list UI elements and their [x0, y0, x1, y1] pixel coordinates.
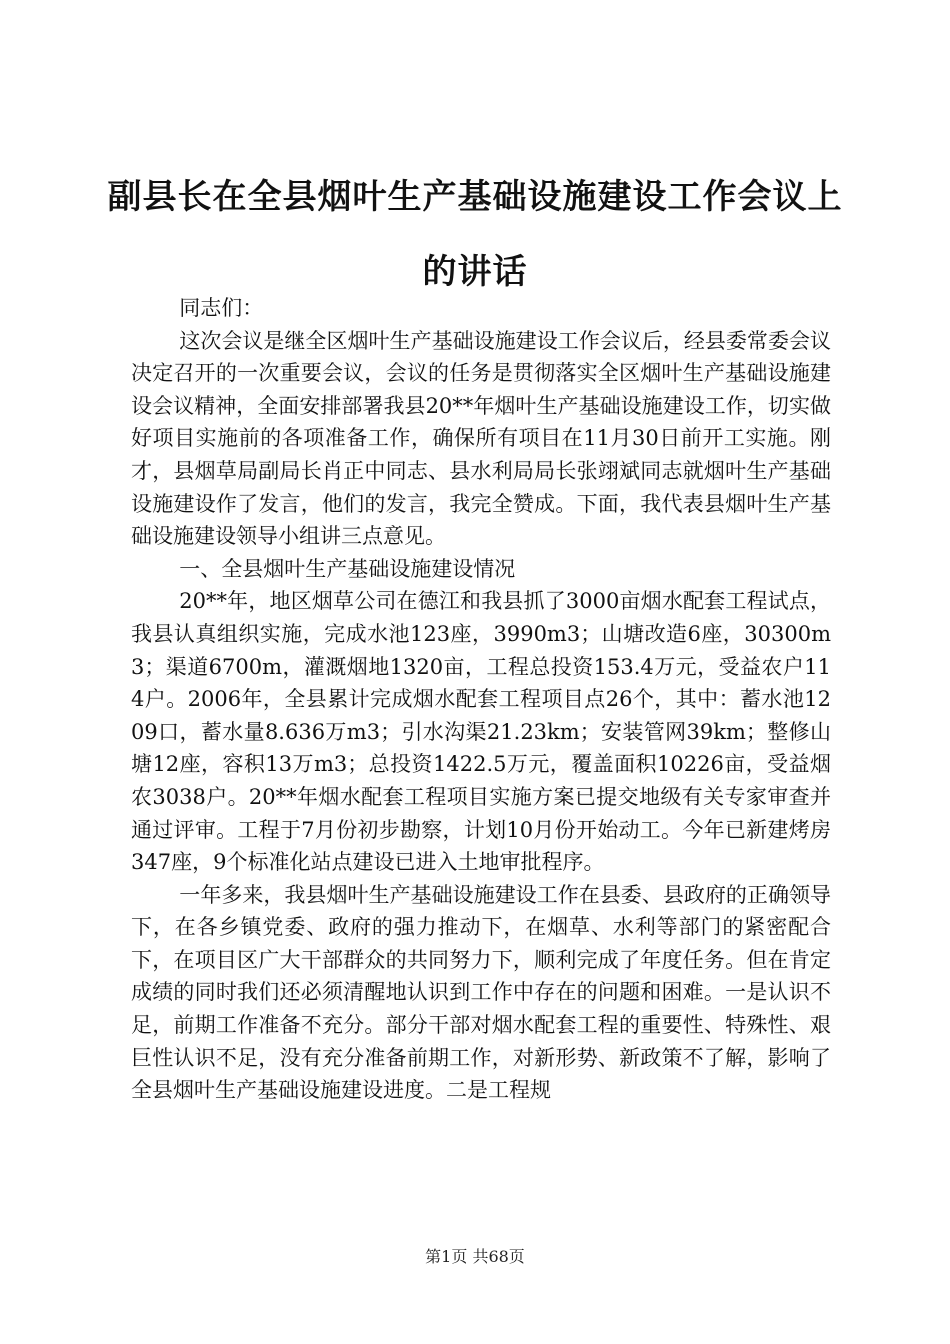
paragraph-statistics: 20**年，地区烟草公司在德江和我县抓了3000亩烟水配套工程试点，我县认真组织实施，完成水池123座，3990m3；山塘改造6座，30300m3；渠道6700m，灌溉烟地1320亩，工程总投资153.4万元，受益农户114户。2006年，全县累计完成烟水配套工程项目点26个，其中：蓄水池1209口，蓄水量8.636万m3；引水沟渠21.23km；安装管网39km；整修山塘12座，容积13万m3；总投资1422.5万元，覆盖面积10226亩，受益烟农3038户。20**年烟水配套工程项目实施方案已提交地级有关专家审查并通过评审。工程于7月份初步勘察，计划10月份开始动工。今年已新建烤房347座，9个标准化站点建设已进入土地审批程序。 [131, 589, 831, 875]
page-footer: 第1页 共68页 [425, 1247, 525, 1266]
document-body [131, 292, 831, 1107]
paragraph-intro: 这次会议是继全区烟叶生产基础设施建设工作会议后，经县委常委会议决定召开的一次重要会议，会议的任务是贯彻落实全区烟叶生产基础设施建设会议精神，全面安排部署我县20**年烟叶生产基础设施建设工作，切实做好项目实施前的各项准备工作，确保所有项目在11月30日前开工实施。刚才，县烟草局副局长肖正中同志、县水利局局长张翊斌同志就烟叶生产基础设施建设作了发言，他们的发言，我完全赞成。下面，我代表县烟叶生产基础设施建设领导小组讲三点意见。 [131, 328, 831, 549]
salutation: 同志们： [179, 296, 264, 320]
document-title: 副县长在全县烟叶生产基础设施建设工作会议上的讲话 [107, 177, 843, 292]
paragraph-problems: 一年多来，我县烟叶生产基础设施建设工作在县委、县政府的正确领导下，在各乡镇党委、政府的强力推动下，在烟草、水利等部门的紧密配合下，在项目区广大干部群众的共同努力下，顺利完成了年度任务。但在肯定成绩的同时我们还必须清醒地认识到工作中存在的问题和困难。一是认识不足，前期工作准备不充分。部分干部对烟水配套工程的重要性、特殊性、艰巨性认识不足，没有充分准备前期工作，对新形势、新政策不了解，影响了全县烟叶生产基础设施建设进度。二是工程规 [131, 882, 831, 1103]
section-heading-1: 一、全县烟叶生产基础设施建设情况 [179, 556, 516, 581]
